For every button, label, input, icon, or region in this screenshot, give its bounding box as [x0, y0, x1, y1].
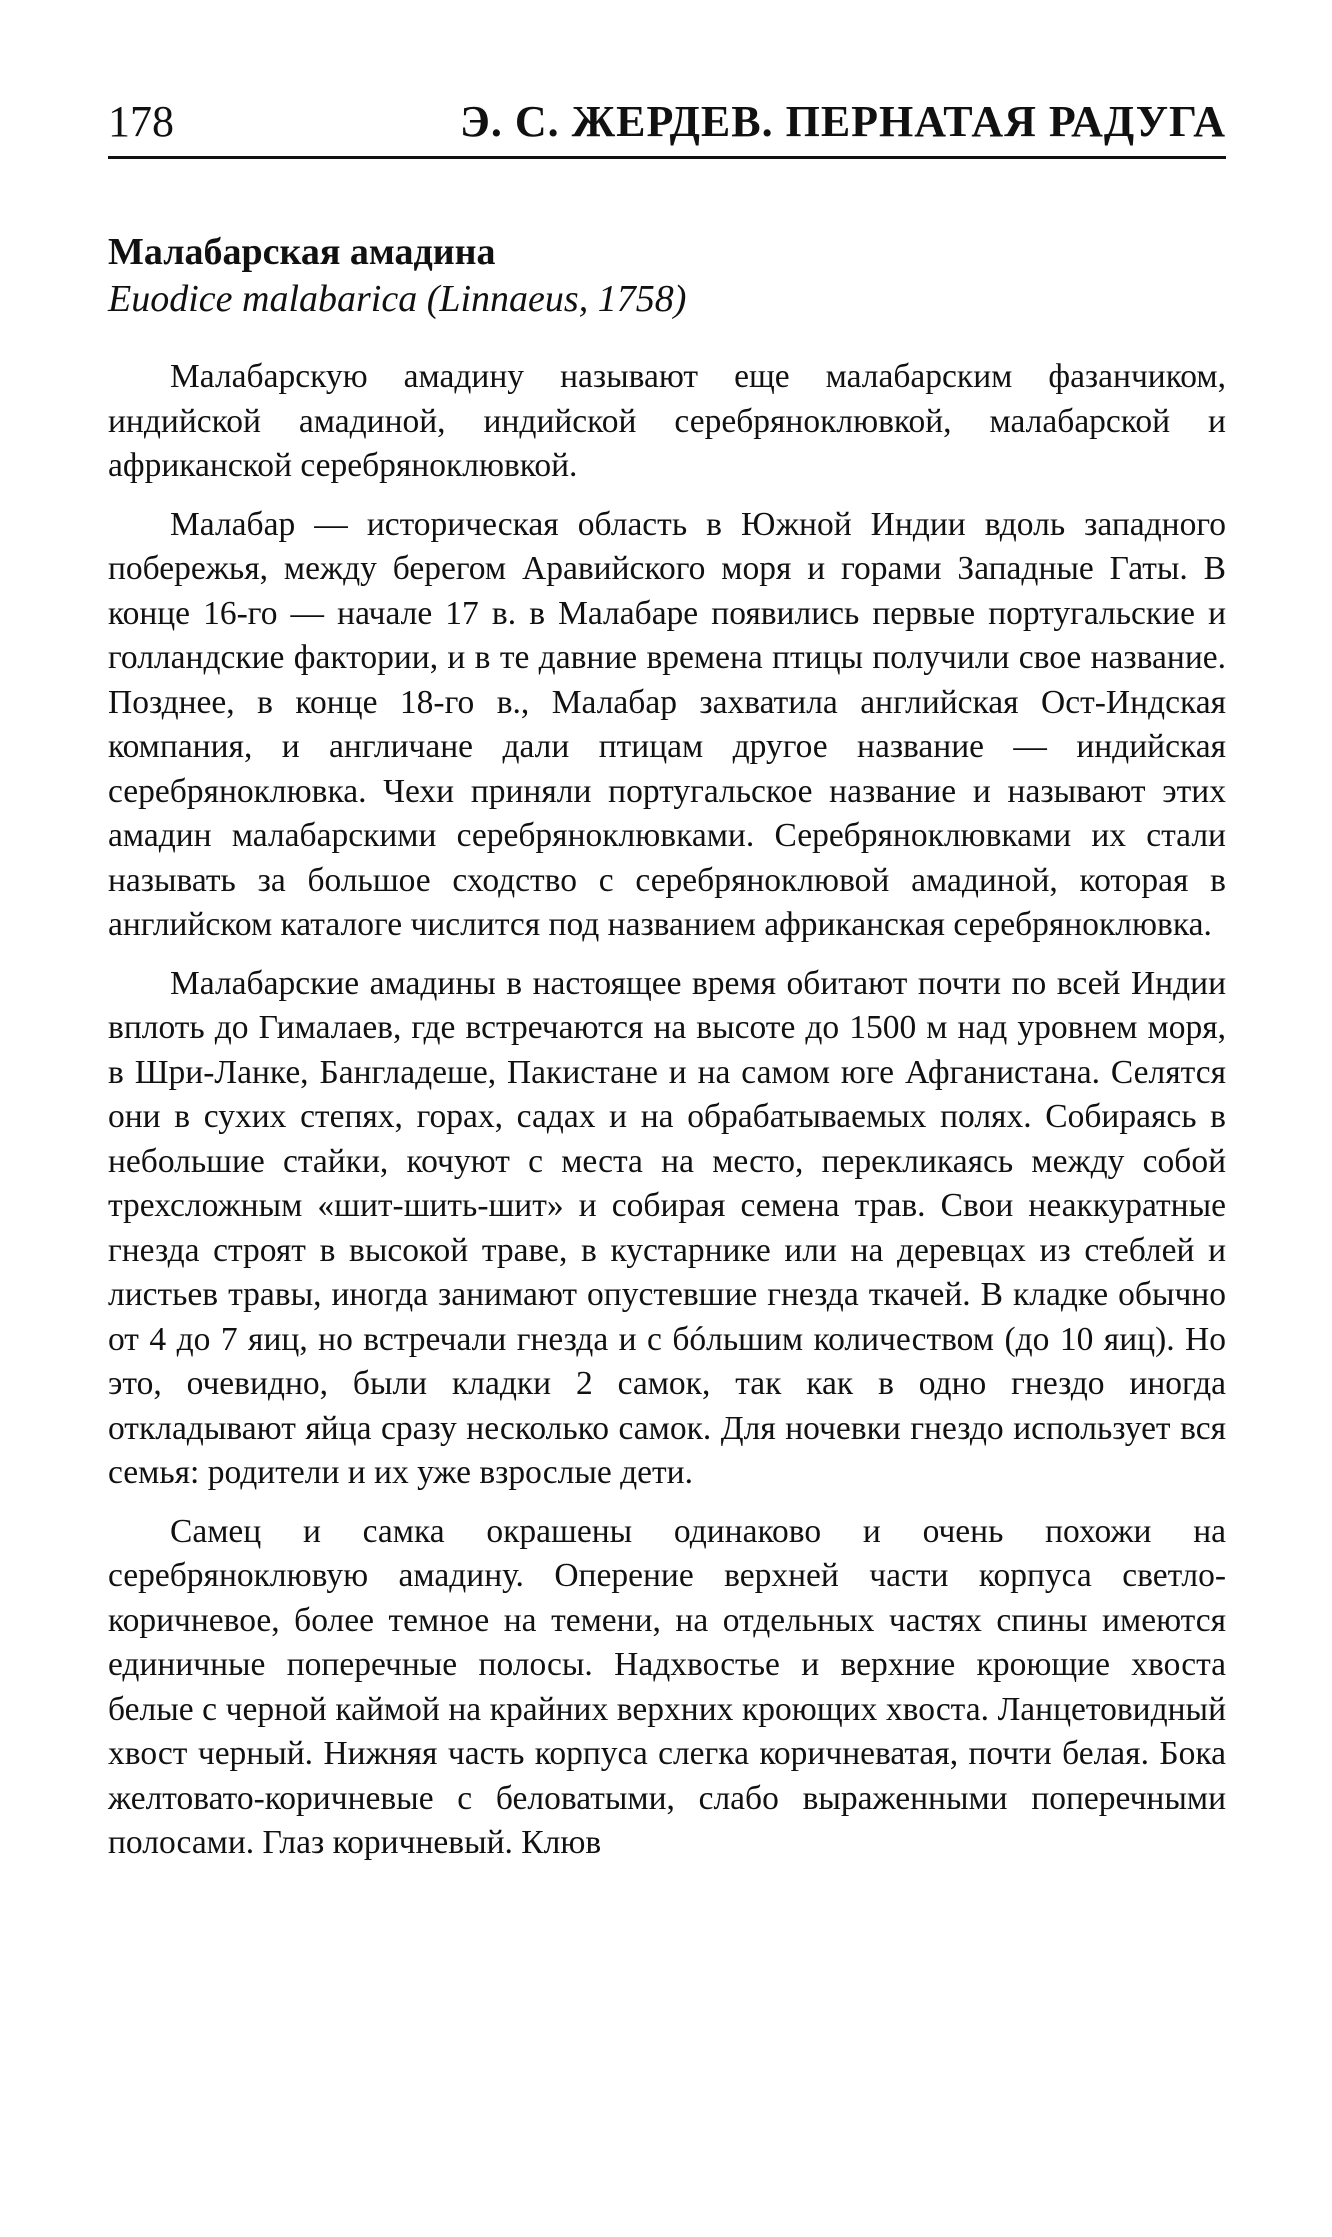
- paragraph: Малабарские амадины в настоящее время обитают почти по всей Индии вплоть до Гималаев, где встречаются на высоте до 1500 м над уровнем моря, в Шри-Ланке, Бангладеше, Пакистане и на самом юге Афганистана. Селятся они в сухих степях, горах, садах и на обрабатываемых полях. Собираясь в небольшие стайки, кочуют с места на место, перекликаясь между собой трехсложным «шит-шить-шит» и собирая семена трав. Свои неаккуратные гнезда строят в высокой траве, в кустарнике или на деревцах из стеблей и листьев травы, иногда занимают опустевшие гнезда ткачей. В кладке обычно от 4 до 7 яиц, но встречали гнезда и с бóльшим количеством (до 10 яиц). Но это, очевидно, были кладки 2 самок, так как в одно гнездо иногда откладывают яйца сразу несколько самок. Для ночевки гнездо использует вся семья: родители и их уже взрослые дети.: [108, 964, 1226, 1491]
- article-body: [108, 355, 1226, 1866]
- paragraph: Самец и самка окрашены одинаково и очень похожи на серебряноклювую амадину. Оперение верхней части корпуса светло-коричневое, более темное на темени, на отдельных частях спины имеются единичные поперечные полосы. Надхвостье и верхние кроющие хвоста белые с черной каймой на крайних верхних кроющих хвоста. Ланцетовидный хвост черный. Нижняя часть корпуса слегка коричневатая, почти белая. Бока желтовато-коричневые с беловатыми, слабо выраженными поперечными полосами. Глаз коричневый. Клюв: [108, 1512, 1226, 1861]
- running-header: [108, 96, 1226, 159]
- book-page: [108, 96, 1226, 1880]
- page-number: 178: [108, 97, 174, 146]
- running-title: Э. С. ЖЕРДЕВ. ПЕРНАТАЯ РАДУГА: [460, 97, 1226, 146]
- latin-species-name: Euodice malabarica (Linnaeus, 1758): [108, 278, 687, 320]
- paragraph: Малабар — историческая область в Южной Индии вдоль западного побережья, между берегом Аравийского моря и горами Западные Гаты. В конце 16-го — начале 17 в. в Малабаре появились первые португальские и голландские фактории, и в те давние времена птицы получили свое название. Позднее, в конце 18-го в., Малабар захватила английская Ост-Индская компания, и англичане дали птицам другое название — индийская серебряноклювка. Чехи приняли португальское название и называют этих амадин малабарскими серебряноклювками. Серебряноклювками их стали называть за большое сходство с серебряноклювой амадиной, которая в английском каталоге числится под названием африканская серебряноклювка.: [108, 505, 1226, 943]
- article-title: Малабарская амадина: [108, 231, 496, 273]
- paragraph: Малабарскую амадину называют еще малабарским фазанчиком, индийской амадиной, индийской серебряноклювкой, малабарской и африканской серебряноклювкой.: [108, 358, 1226, 484]
